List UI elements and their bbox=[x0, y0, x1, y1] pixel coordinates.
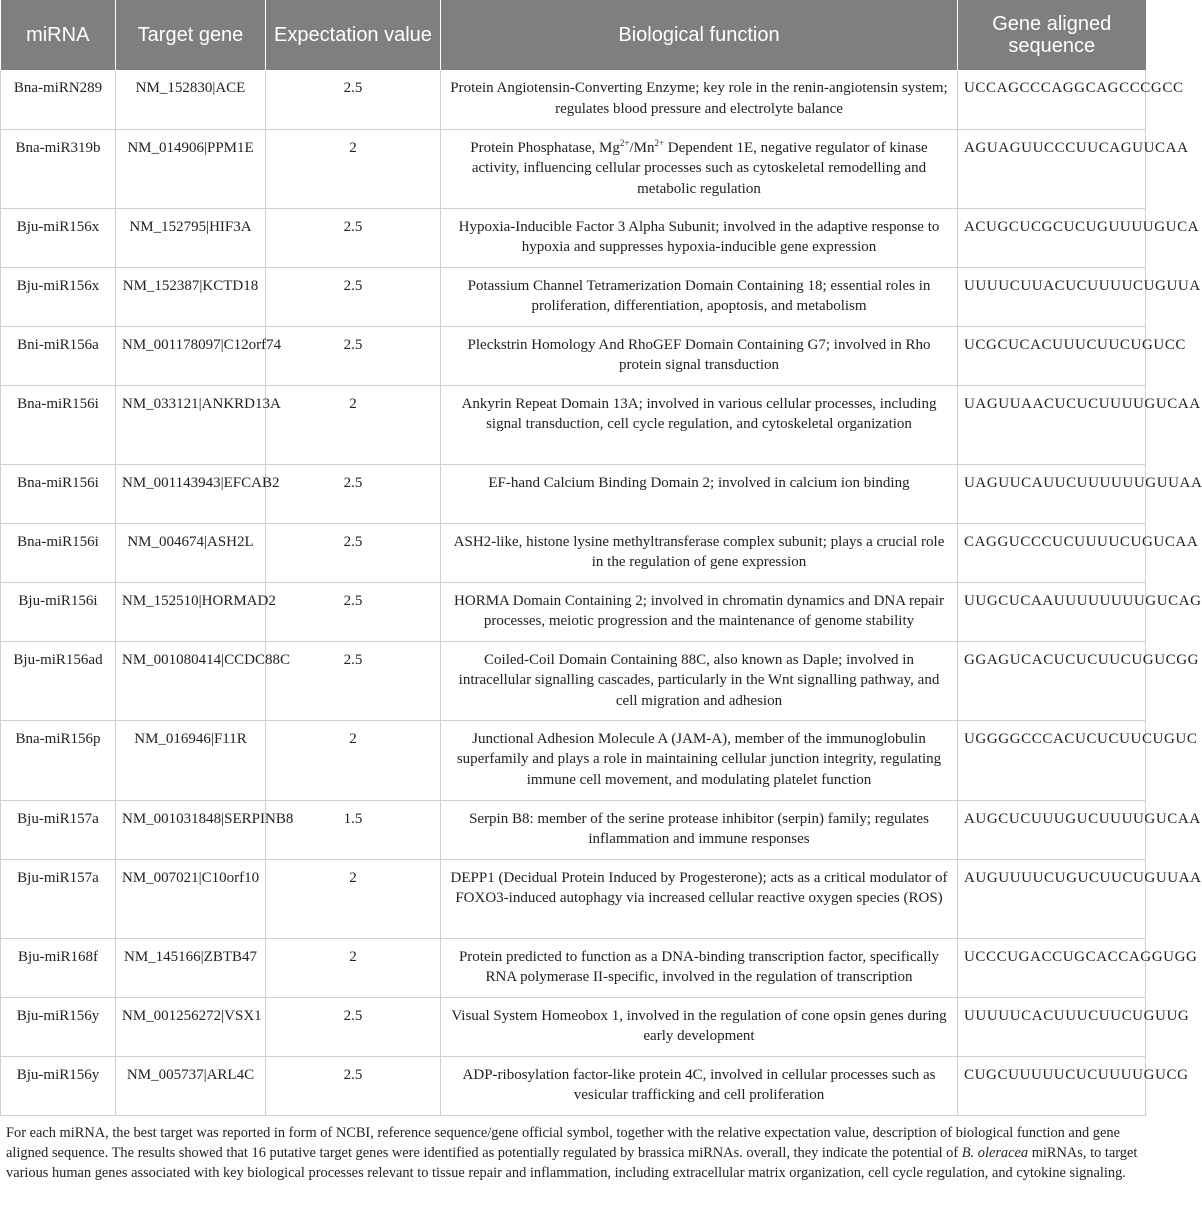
footnote-text-end: miRNAs, to target various human genes associated with key biological processes relevant to tissue repair and inflammation, including extracellular matrix organization, cell cycle regulation, and cytokine signaling. bbox=[6, 1144, 1138, 1181]
cell-expectation-value: 2.5 bbox=[266, 997, 441, 1056]
cell-biological-function: Protein predicted to function as a DNA-binding transcription factor, specifically RNA polymerase II-specific, involved in the regulation of transcription bbox=[441, 938, 958, 997]
table-body bbox=[1, 70, 1202, 1115]
cell-gene-aligned-sequence: AUGUUUUCUGUCUUCUGUUAA bbox=[958, 859, 1146, 938]
header-gene-aligned-sequence: Gene aligned sequence bbox=[958, 0, 1146, 70]
cell-expectation-value: 2.5 bbox=[266, 582, 441, 641]
superscript-charge: 2+ bbox=[654, 137, 665, 148]
table-row bbox=[1, 208, 1146, 267]
cell-gene-aligned-sequence: AUGCUCUUUGUCUUUUGUCAA bbox=[958, 800, 1146, 859]
cell-mirna: Bju-miR156y bbox=[1, 1056, 116, 1115]
cell-biological-function: ADP-ribosylation factor-like protein 4C, involved in cellular processes such as vesicular trafficking and cell proliferation bbox=[441, 1056, 958, 1115]
cell-expectation-value: 2 bbox=[266, 938, 441, 997]
cell-target-gene: NM_001256272|VSX1 bbox=[116, 997, 266, 1056]
cell-expectation-value: 2 bbox=[266, 385, 441, 464]
table-footnote bbox=[0, 1116, 1145, 1183]
header-mirna: miRNA bbox=[1, 0, 116, 70]
table-row bbox=[1, 641, 1146, 720]
cell-target-gene: NM_145166|ZBTB47 bbox=[116, 938, 266, 997]
cell-mirna: Bna-miR156i bbox=[1, 385, 116, 464]
cell-mirna: Bju-miR157a bbox=[1, 800, 116, 859]
cell-expectation-value: 2.5 bbox=[266, 70, 441, 129]
cell-target-gene: NM_152387|KCTD18 bbox=[116, 267, 266, 326]
cell-expectation-value: 2 bbox=[266, 859, 441, 938]
cell-gene-aligned-sequence: AGUAGUUCCCUUCAGUUCAA bbox=[958, 129, 1146, 208]
cell-mirna: Bju-miR156x bbox=[1, 267, 116, 326]
cell-gene-aligned-sequence: UUUUCUUACUCUUUUCUGUUA bbox=[958, 267, 1146, 326]
cell-biological-function: Visual System Homeobox 1, involved in the regulation of cone opsin genes during early development bbox=[441, 997, 958, 1056]
cell-expectation-value: 2.5 bbox=[266, 208, 441, 267]
cell-gene-aligned-sequence: UAGUUCAUUCUUUUUUGUUAA bbox=[958, 464, 1146, 523]
cell-target-gene: NM_001031848|SERPINB8 bbox=[116, 800, 266, 859]
cell-mirna: Bju-miR156ad bbox=[1, 641, 116, 720]
table-row bbox=[1, 800, 1146, 859]
cell-gene-aligned-sequence: UUGCUCAAUUUUUUUUGUCAG bbox=[958, 582, 1146, 641]
cell-mirna: Bju-miR168f bbox=[1, 938, 116, 997]
cell-gene-aligned-sequence: UCCAGCCCAGGCAGCCCGCC bbox=[958, 70, 1146, 129]
cell-gene-aligned-sequence: CUGCUUUUUCUCUUUUGUCG bbox=[958, 1056, 1146, 1115]
cell-gene-aligned-sequence: UCCCUGACCUGCACCAGGUGG bbox=[958, 938, 1146, 997]
cell-expectation-value: 2.5 bbox=[266, 326, 441, 385]
cell-gene-aligned-sequence: ACUGCUCGCUCUGUUUUGUCA bbox=[958, 208, 1146, 267]
cell-expectation-value: 2.5 bbox=[266, 1056, 441, 1115]
cell-biological-function: EF-hand Calcium Binding Domain 2; involved in calcium ion binding bbox=[441, 464, 958, 523]
cell-expectation-value: 2.5 bbox=[266, 641, 441, 720]
table-row bbox=[1, 859, 1146, 938]
cell-target-gene: NM_016946|F11R bbox=[116, 720, 266, 800]
header-target-gene: Target gene bbox=[116, 0, 266, 70]
cell-mirna: Bni-miR156a bbox=[1, 326, 116, 385]
cell-mirna: Bna-miR156p bbox=[1, 720, 116, 800]
cell-mirna: Bna-miR156i bbox=[1, 464, 116, 523]
table-row bbox=[1, 523, 1146, 582]
cell-mirna: Bju-miR156y bbox=[1, 997, 116, 1056]
cell-expectation-value: 2.5 bbox=[266, 523, 441, 582]
header-biological-function: Biological function bbox=[441, 0, 958, 70]
table-row bbox=[1, 1056, 1146, 1115]
cell-target-gene: NM_152510|HORMAD2 bbox=[116, 582, 266, 641]
cell-expectation-value: 2 bbox=[266, 129, 441, 208]
cell-biological-function: ASH2-like, histone lysine methyltransferase complex subunit; plays a crucial role in the regulation of gene expression bbox=[441, 523, 958, 582]
cell-biological-function: Junctional Adhesion Molecule A (JAM-A), member of the immunoglobulin superfamily and plays a role in maintaining cellular junction integrity, regulating immune cell movement, and modulating platelet function bbox=[441, 720, 958, 800]
cell-biological-function: Coiled-Coil Domain Containing 88C, also known as Daple; involved in intracellular signalling cascades, particularly in the Wnt signalling pathway, and cell migration and adhesion bbox=[441, 641, 958, 720]
cell-target-gene: NM_007021|C10orf10 bbox=[116, 859, 266, 938]
cell-gene-aligned-sequence: CAGGUCCCUCUUUUCUGUCAA bbox=[958, 523, 1146, 582]
cell-mirna: Bju-miR156i bbox=[1, 582, 116, 641]
cell-target-gene: NM_001080414|CCDC88C bbox=[116, 641, 266, 720]
table-header bbox=[1, 0, 1146, 70]
cell-mirna: Bna-miRN289 bbox=[1, 70, 116, 129]
cell-biological-function: Hypoxia-Inducible Factor 3 Alpha Subunit; involved in the adaptive response to hypoxia and suppresses hypoxia-inducible gene expression bbox=[441, 208, 958, 267]
function-text: /Mn bbox=[629, 139, 655, 156]
table-row bbox=[1, 464, 1146, 523]
function-text: Dependent 1E, negative regulator of kinase activity, influencing cellular processes such as cytoskeletal remodelling and metabolic regulation bbox=[471, 139, 928, 197]
table-row bbox=[1, 267, 1146, 326]
cell-target-gene: NM_004674|ASH2L bbox=[116, 523, 266, 582]
cell-target-gene: NM_152830|ACE bbox=[116, 70, 266, 129]
cell-target-gene: NM_152795|HIF3A bbox=[116, 208, 266, 267]
table-row bbox=[1, 129, 1146, 208]
cell-biological-function: DEPP1 (Decidual Protein Induced by Progesterone); acts as a critical modulator of FOXO3-induced autophagy via increased cellular reactive oxygen species (ROS) bbox=[441, 859, 958, 938]
footnote-text: For each miRNA, the best target was reported in form of NCBI, reference sequence/gene official symbol, together with the relative expectation value, description of biological function and gene aligned sequence. The results showed that 16 putative target genes were identified as potentially regulated by brassica miRNAs. overall, they indicate the potential of bbox=[6, 1124, 1120, 1161]
cell-biological-function: Ankyrin Repeat Domain 13A; involved in various cellular processes, including signal transduction, cell cycle regulation, and cytoskeletal organization bbox=[441, 385, 958, 464]
table-row bbox=[1, 938, 1146, 997]
cell-expectation-value: 2.5 bbox=[266, 267, 441, 326]
cell-mirna: Bna-miR156i bbox=[1, 523, 116, 582]
superscript-charge: 2+ bbox=[619, 137, 630, 148]
cell-biological-function: Potassium Channel Tetramerization Domain Containing 18; essential roles in proliferation, differentiation, apoptosis, and metabolism bbox=[441, 267, 958, 326]
cell-gene-aligned-sequence: GGAGUCACUCUCUUCUGUCGG bbox=[958, 641, 1146, 720]
cell-biological-function: Protein Angiotensin-Converting Enzyme; key role in the renin-angiotensin system; regulates blood pressure and electrolyte balance bbox=[441, 70, 958, 129]
cell-biological-function: HORMA Domain Containing 2; involved in chromatin dynamics and DNA repair processes, meiotic progression and the maintenance of genome stability bbox=[441, 582, 958, 641]
cell-gene-aligned-sequence: UUUUUCACUUUCUUCUGUUG bbox=[958, 997, 1146, 1056]
header-row bbox=[1, 0, 1146, 70]
cell-target-gene: NM_001143943|EFCAB2 bbox=[116, 464, 266, 523]
cell-gene-aligned-sequence: UAGUUAACUCUCUUUUGUCAA bbox=[958, 385, 1146, 464]
cell-gene-aligned-sequence: UCGCUCACUUUCUUCUGUCC bbox=[958, 326, 1146, 385]
cell-target-gene: NM_005737|ARL4C bbox=[116, 1056, 266, 1115]
table-row bbox=[1, 70, 1146, 129]
function-text: Protein Phosphatase, Mg bbox=[470, 139, 620, 156]
cell-expectation-value: 2.5 bbox=[266, 464, 441, 523]
footnote-species: B. oleracea bbox=[961, 1144, 1029, 1161]
table-row bbox=[1, 720, 1146, 800]
cell-biological-function: Pleckstrin Homology And RhoGEF Domain Containing G7; involved in Rho protein signal transduction bbox=[441, 326, 958, 385]
cell-mirna: Bna-miR319b bbox=[1, 129, 116, 208]
cell-mirna: Bju-miR156x bbox=[1, 208, 116, 267]
cell-biological-function bbox=[441, 129, 958, 208]
cell-expectation-value: 1.5 bbox=[266, 800, 441, 859]
cell-biological-function: Serpin B8: member of the serine protease inhibitor (serpin) family; regulates inflammation and immune responses bbox=[441, 800, 958, 859]
cell-target-gene: NM_033121|ANKRD13A bbox=[116, 385, 266, 464]
cell-mirna: Bju-miR157a bbox=[1, 859, 116, 938]
table-row bbox=[1, 997, 1146, 1056]
cell-target-gene: NM_014906|PPM1E bbox=[116, 129, 266, 208]
table-row bbox=[1, 326, 1146, 385]
cell-expectation-value: 2 bbox=[266, 720, 441, 800]
header-expectation-value: Expectation value bbox=[266, 0, 441, 70]
cell-gene-aligned-sequence: UGGGGCCCACUCUCUUCUGUC bbox=[958, 720, 1146, 800]
cell-target-gene: NM_001178097|C12orf74 bbox=[116, 326, 266, 385]
table-row bbox=[1, 582, 1146, 641]
table-row bbox=[1, 385, 1146, 464]
